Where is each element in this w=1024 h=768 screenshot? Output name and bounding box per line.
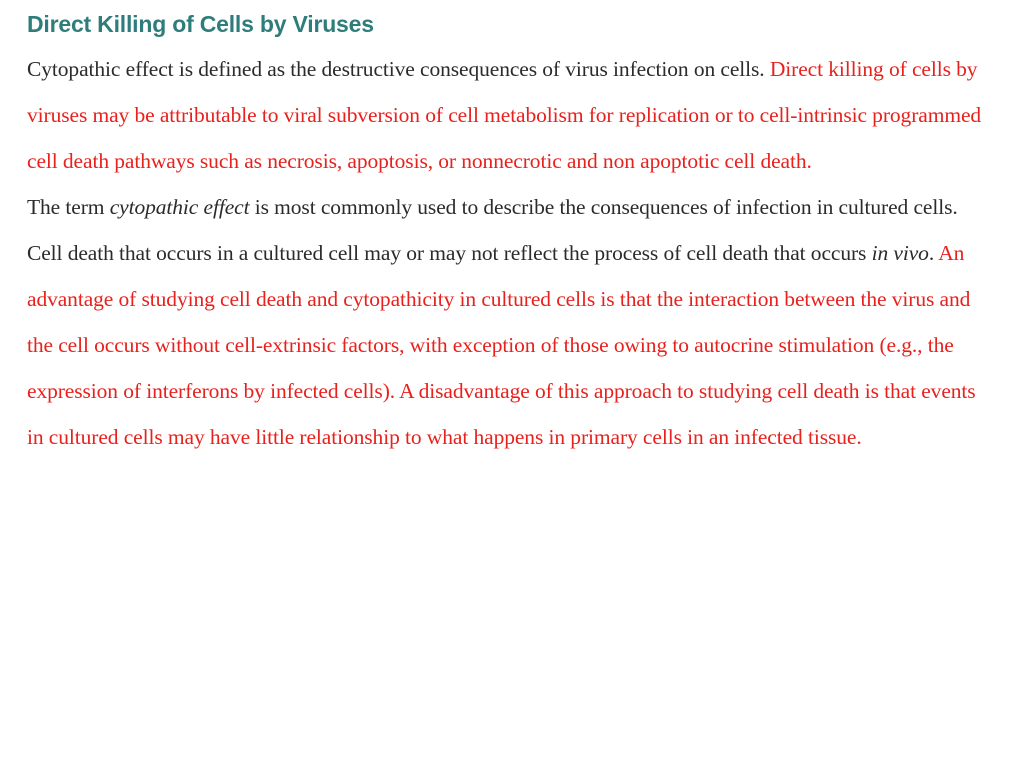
paragraph-cultured-cells	[27, 184, 984, 460]
paragraph2-italic-term: cytopathic effect	[109, 195, 250, 219]
paragraph2-black-text-c: .	[928, 241, 939, 265]
slide-title: Direct Killing of Cells by Viruses	[27, 11, 374, 37]
paragraph2-black-text-b: is most commonly used to describe the consequences of infection in cultured cells. Cell death that occurs in a cultured cell may or may not reflect the process of cell death that occurs	[27, 195, 958, 265]
paragraph2-black-text-a: The term	[27, 195, 110, 219]
paragraph2-italic-in-vivo: in vivo	[871, 241, 929, 265]
paragraph2-red-text: An advantage of studying cell death and cytopathicity in cultured cells is that the interaction between the virus and the cell occurs without cell-extrinsic factors, with exception of those owing to autocrine stimulation (e.g., the expression of interferons by infected cells). A disadvantage of this approach to studying cell death is that events in cultured cells may have little relationship to what happens in primary cells in an infected tissue.	[27, 241, 976, 449]
paragraph-cytopathic-definition	[27, 46, 984, 184]
paragraph1-red-text: Direct killing of cells by viruses may be attributable to viral subversion of cell metabolism for replication or to cell-intrinsic programmed cell death pathways such as necrosis, apoptosis, or nonnecrotic and non apoptotic cell death.	[27, 57, 982, 173]
paragraph1-black-text: Cytopathic effect is defined as the destructive consequences of virus infection on cells.	[27, 57, 770, 81]
